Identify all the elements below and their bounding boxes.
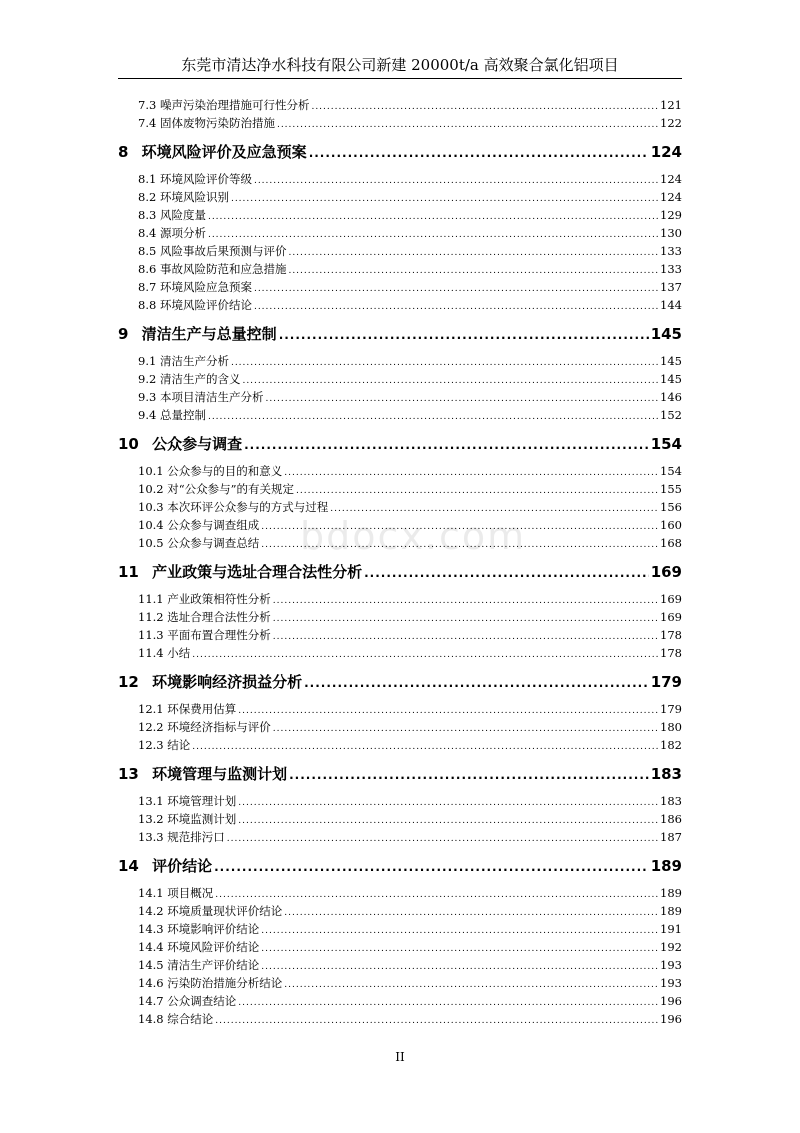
toc-entry-title: 清洁生产与总量控制 bbox=[141, 325, 277, 343]
toc-section-entry[interactable] bbox=[118, 956, 682, 974]
toc-entry-page: 152 bbox=[660, 408, 682, 422]
toc-entry-label bbox=[118, 558, 362, 586]
toc-dot-leader bbox=[244, 431, 649, 459]
toc-dot-leader bbox=[288, 244, 658, 262]
toc-entry-number: 10.1 bbox=[138, 464, 164, 478]
toc-entry-page: 179 bbox=[650, 673, 682, 691]
toc-entry-page: 146 bbox=[660, 390, 682, 404]
toc-entry-number: 9 bbox=[118, 325, 129, 343]
toc-entry-label bbox=[138, 406, 206, 424]
toc-entry-title: 环境风险评价及应急预案 bbox=[141, 143, 307, 161]
toc-entry-number: 14.5 bbox=[138, 958, 164, 972]
toc-entry-label bbox=[118, 320, 277, 348]
toc-entry-label bbox=[138, 992, 236, 1010]
toc-dot-leader bbox=[215, 1012, 658, 1030]
toc-dot-leader bbox=[231, 190, 658, 208]
toc-entry-title: 污染防治措施分析结论 bbox=[167, 976, 283, 990]
toc-entry-number: 11.3 bbox=[138, 628, 164, 642]
toc-entry-number: 8.6 bbox=[138, 262, 157, 276]
toc-entry-number: 12 bbox=[118, 673, 139, 691]
toc-entry-page: 196 bbox=[660, 994, 682, 1008]
toc-section-entry[interactable] bbox=[118, 406, 682, 424]
toc-section-entry[interactable] bbox=[118, 920, 682, 938]
toc-dot-leader bbox=[289, 761, 649, 789]
toc-entry-page: 189 bbox=[660, 886, 682, 900]
toc-dot-leader bbox=[231, 354, 658, 372]
table-of-contents bbox=[118, 96, 682, 1028]
toc-entry-page: 121 bbox=[660, 98, 682, 112]
toc-entry-title: 清洁生产的含义 bbox=[159, 372, 241, 386]
toc-section-entry[interactable] bbox=[118, 700, 682, 718]
toc-section-entry[interactable] bbox=[118, 370, 682, 388]
toc-dot-leader bbox=[277, 116, 658, 134]
toc-entry-label bbox=[138, 718, 271, 736]
toc-entry-page: 145 bbox=[660, 372, 682, 386]
toc-entry-title: 环境监测计划 bbox=[167, 812, 237, 826]
toc-entry-label bbox=[138, 902, 282, 920]
toc-entry-number: 11.1 bbox=[138, 592, 164, 606]
toc-entry-title: 环境影响评价结论 bbox=[167, 922, 260, 936]
toc-entry-title: 综合结论 bbox=[167, 1012, 214, 1026]
toc-section-entry[interactable] bbox=[118, 810, 682, 828]
toc-entry-number: 11 bbox=[118, 563, 139, 581]
toc-entry-label bbox=[138, 974, 282, 992]
toc-entry-number: 7.4 bbox=[138, 116, 157, 130]
toc-dot-leader bbox=[192, 646, 658, 664]
toc-entry-page: 187 bbox=[660, 830, 682, 844]
toc-entry-label bbox=[138, 534, 259, 552]
toc-entry-page: 137 bbox=[660, 280, 682, 294]
toc-dot-leader bbox=[364, 559, 649, 587]
toc-entry-title: 环境经济指标与评价 bbox=[167, 720, 271, 734]
toc-entry-title: 环境管理与监测计划 bbox=[152, 765, 288, 783]
toc-entry-page: 124 bbox=[650, 143, 682, 161]
toc-section-entry[interactable] bbox=[118, 206, 682, 224]
toc-dot-leader bbox=[284, 904, 658, 922]
page-header bbox=[118, 52, 682, 79]
toc-entry-label bbox=[138, 296, 252, 314]
toc-entry-label bbox=[138, 626, 271, 644]
toc-entry-title: 选址合理合法性分析 bbox=[167, 610, 271, 624]
toc-entry-label bbox=[138, 644, 190, 662]
toc-entry-page: 183 bbox=[660, 794, 682, 808]
toc-entry-number: 10.4 bbox=[138, 518, 164, 532]
toc-entry-title: 环境质量现状评价结论 bbox=[167, 904, 283, 918]
toc-entry-title: 本次环评公众参与的方式与过程 bbox=[167, 500, 329, 514]
toc-section-entry[interactable] bbox=[118, 938, 682, 956]
toc-entry-number: 8.4 bbox=[138, 226, 157, 240]
toc-entry-number: 8.7 bbox=[138, 280, 157, 294]
toc-entry-label bbox=[138, 810, 236, 828]
toc-entry-page: 193 bbox=[660, 976, 682, 990]
toc-entry-page: 193 bbox=[660, 958, 682, 972]
toc-section-entry[interactable] bbox=[118, 296, 682, 314]
toc-entry-page: 122 bbox=[660, 116, 682, 130]
toc-entry-page: 169 bbox=[660, 610, 682, 624]
toc-chapter-entry[interactable] bbox=[118, 138, 682, 166]
page-footer bbox=[0, 1050, 800, 1064]
toc-entry-page: 178 bbox=[660, 628, 682, 642]
toc-section-entry[interactable] bbox=[118, 644, 682, 662]
toc-entry-number: 9.3 bbox=[138, 390, 157, 404]
toc-entry-page: 196 bbox=[660, 1012, 682, 1026]
toc-section-entry[interactable] bbox=[118, 114, 682, 132]
toc-entry-number: 14.2 bbox=[138, 904, 164, 918]
toc-entry-page: 191 bbox=[660, 922, 682, 936]
toc-entry-label bbox=[138, 278, 252, 296]
toc-entry-title: 清洁生产评价结论 bbox=[167, 958, 260, 972]
toc-entry-label bbox=[138, 956, 259, 974]
toc-entry-number: 14.1 bbox=[138, 886, 164, 900]
toc-section-entry[interactable] bbox=[118, 260, 682, 278]
toc-dot-leader bbox=[238, 812, 658, 830]
toc-entry-number: 14.3 bbox=[138, 922, 164, 936]
toc-entry-title: 环境管理计划 bbox=[167, 794, 237, 808]
toc-entry-title: 环境风险评价结论 bbox=[167, 940, 260, 954]
toc-entry-page: 129 bbox=[660, 208, 682, 222]
toc-dot-leader bbox=[242, 372, 658, 390]
toc-section-entry[interactable] bbox=[118, 828, 682, 846]
toc-dot-leader bbox=[273, 628, 658, 646]
toc-dot-leader bbox=[284, 464, 658, 482]
toc-section-entry[interactable] bbox=[118, 188, 682, 206]
toc-entry-page: 133 bbox=[660, 262, 682, 276]
toc-chapter-entry[interactable] bbox=[118, 852, 682, 880]
toc-entry-number: 12.3 bbox=[138, 738, 164, 752]
toc-dot-leader bbox=[296, 482, 658, 500]
toc-entry-page: 124 bbox=[660, 190, 682, 204]
toc-entry-number: 8 bbox=[118, 143, 129, 161]
toc-entry-label bbox=[138, 462, 282, 480]
toc-dot-leader bbox=[261, 940, 658, 958]
toc-entry-page: 160 bbox=[660, 518, 682, 532]
toc-dot-leader bbox=[284, 976, 658, 994]
toc-entry-number: 10.5 bbox=[138, 536, 164, 550]
toc-chapter-entry[interactable] bbox=[118, 760, 682, 788]
toc-entry-label bbox=[118, 852, 212, 880]
toc-dot-leader bbox=[279, 321, 649, 349]
toc-dot-leader bbox=[265, 390, 658, 408]
toc-entry-page: 192 bbox=[660, 940, 682, 954]
toc-dot-leader bbox=[208, 408, 658, 426]
toc-chapter-entry[interactable] bbox=[118, 430, 682, 458]
toc-entry-title: 总量控制 bbox=[159, 408, 206, 422]
toc-entry-title: 环境风险评价等级 bbox=[159, 172, 252, 186]
toc-entry-page: 183 bbox=[650, 765, 682, 783]
toc-entry-page: 144 bbox=[660, 298, 682, 312]
toc-entry-title: 平面布置合理性分析 bbox=[167, 628, 271, 642]
toc-section-entry[interactable] bbox=[118, 1010, 682, 1028]
toc-entry-page: 156 bbox=[660, 500, 682, 514]
toc-entry-number: 13.1 bbox=[138, 794, 164, 808]
toc-entry-page: 169 bbox=[660, 592, 682, 606]
toc-section-entry[interactable] bbox=[118, 590, 682, 608]
toc-entry-number: 8.1 bbox=[138, 172, 157, 186]
toc-entry-page: 189 bbox=[650, 857, 682, 875]
toc-entry-page: 155 bbox=[660, 482, 682, 496]
toc-entry-number: 8.2 bbox=[138, 190, 157, 204]
toc-entry-label bbox=[138, 480, 294, 498]
toc-entry-label bbox=[138, 352, 229, 370]
toc-dot-leader bbox=[192, 738, 658, 756]
toc-entry-title: 环境影响经济损益分析 bbox=[152, 673, 303, 691]
toc-entry-page: 133 bbox=[660, 244, 682, 258]
toc-entry-label bbox=[138, 792, 236, 810]
toc-entry-label bbox=[138, 260, 286, 278]
toc-entry-page: 182 bbox=[660, 738, 682, 752]
toc-entry-number: 11.4 bbox=[138, 646, 164, 660]
toc-entry-title: 规范排污口 bbox=[167, 830, 225, 844]
toc-dot-leader bbox=[309, 139, 649, 167]
toc-entry-title: 公众参与的目的和意义 bbox=[167, 464, 283, 478]
toc-entry-title: 环境风险评价结论 bbox=[159, 298, 252, 312]
toc-entry-label bbox=[138, 242, 286, 260]
toc-section-entry[interactable] bbox=[118, 974, 682, 992]
toc-entry-label bbox=[138, 700, 236, 718]
toc-dot-leader bbox=[254, 298, 658, 316]
toc-entry-page: 169 bbox=[650, 563, 682, 581]
toc-entry-number: 7.3 bbox=[138, 98, 157, 112]
toc-dot-leader bbox=[254, 280, 658, 298]
toc-entry-title: 源项分析 bbox=[159, 226, 206, 240]
toc-entry-title: 公众参与调查 bbox=[152, 435, 243, 453]
toc-chapter-entry[interactable] bbox=[118, 320, 682, 348]
toc-entry-number: 14.7 bbox=[138, 994, 164, 1008]
toc-entry-page: 168 bbox=[660, 536, 682, 550]
toc-entry-title: 风险事故后果预测与评价 bbox=[159, 244, 287, 258]
toc-entry-label bbox=[138, 608, 271, 626]
toc-entry-number: 14.6 bbox=[138, 976, 164, 990]
toc-entry-title: 噪声污染治理措施可行性分析 bbox=[159, 98, 310, 112]
toc-entry-title: 本项目清洁生产分析 bbox=[159, 390, 264, 404]
toc-entry-label bbox=[138, 884, 213, 902]
toc-entry-number: 12.2 bbox=[138, 720, 164, 734]
toc-entry-number: 9.2 bbox=[138, 372, 157, 386]
toc-entry-number: 10.3 bbox=[138, 500, 164, 514]
toc-entry-number: 14.4 bbox=[138, 940, 164, 954]
toc-entry-title: 产业政策相符性分析 bbox=[167, 592, 271, 606]
toc-section-entry[interactable] bbox=[118, 608, 682, 626]
toc-dot-leader bbox=[254, 172, 658, 190]
toc-dot-leader bbox=[273, 720, 658, 738]
toc-section-entry[interactable] bbox=[118, 718, 682, 736]
toc-entry-number: 8.8 bbox=[138, 298, 157, 312]
toc-entry-page: 179 bbox=[660, 702, 682, 716]
toc-section-entry[interactable] bbox=[118, 626, 682, 644]
toc-entry-number: 10.2 bbox=[138, 482, 164, 496]
toc-entry-title: 环境风险应急预案 bbox=[159, 280, 252, 294]
toc-entry-label bbox=[138, 114, 275, 132]
toc-entry-title: 小结 bbox=[167, 646, 191, 660]
toc-dot-leader bbox=[214, 853, 649, 881]
toc-chapter-entry[interactable] bbox=[118, 558, 682, 586]
toc-entry-page: 130 bbox=[660, 226, 682, 240]
page-number: II bbox=[395, 1050, 405, 1064]
toc-entry-number: 8.3 bbox=[138, 208, 157, 222]
toc-entry-label bbox=[118, 430, 242, 458]
toc-entry-number: 9.1 bbox=[138, 354, 157, 368]
toc-entry-label bbox=[138, 920, 259, 938]
toc-section-entry[interactable] bbox=[118, 480, 682, 498]
toc-dot-leader bbox=[238, 702, 658, 720]
toc-section-entry[interactable] bbox=[118, 224, 682, 242]
toc-section-entry[interactable] bbox=[118, 792, 682, 810]
toc-entry-number: 14 bbox=[118, 857, 139, 875]
toc-dot-leader bbox=[238, 794, 658, 812]
toc-entry-title: 环境风险识别 bbox=[159, 190, 229, 204]
toc-entry-label bbox=[118, 760, 287, 788]
toc-entry-title: 清洁生产分析 bbox=[159, 354, 229, 368]
toc-entry-label bbox=[138, 96, 309, 114]
toc-entry-label bbox=[138, 736, 190, 754]
toc-entry-page: 178 bbox=[660, 646, 682, 660]
toc-section-entry[interactable] bbox=[118, 462, 682, 480]
toc-entry-label bbox=[138, 1010, 213, 1028]
toc-section-entry[interactable] bbox=[118, 902, 682, 920]
toc-entry-label bbox=[138, 170, 252, 188]
watermark: bdocx.com bbox=[300, 514, 527, 558]
toc-entry-page: 154 bbox=[650, 435, 682, 453]
toc-section-entry[interactable] bbox=[118, 992, 682, 1010]
toc-entry-title: 风险度量 bbox=[159, 208, 206, 222]
toc-dot-leader bbox=[273, 610, 658, 628]
toc-entry-label bbox=[138, 188, 229, 206]
toc-entry-number: 13.3 bbox=[138, 830, 164, 844]
toc-entry-page: 189 bbox=[660, 904, 682, 918]
toc-entry-number: 9.4 bbox=[138, 408, 157, 422]
toc-dot-leader bbox=[261, 922, 658, 940]
toc-entry-title: 固体废物污染防治措施 bbox=[159, 116, 275, 130]
toc-entry-label bbox=[138, 370, 240, 388]
toc-entry-title: 事故风险防范和应急措施 bbox=[159, 262, 287, 276]
toc-entry-label bbox=[138, 206, 206, 224]
toc-entry-number: 11.2 bbox=[138, 610, 164, 624]
toc-section-entry[interactable] bbox=[118, 170, 682, 188]
toc-dot-leader bbox=[311, 98, 658, 116]
toc-entry-title: 结论 bbox=[167, 738, 191, 752]
toc-entry-title: 环保费用估算 bbox=[167, 702, 237, 716]
toc-entry-label bbox=[138, 516, 259, 534]
toc-entry-number: 13 bbox=[118, 765, 139, 783]
toc-entry-page: 180 bbox=[660, 720, 682, 734]
toc-entry-label bbox=[118, 138, 307, 166]
toc-dot-leader bbox=[304, 669, 649, 697]
toc-dot-leader bbox=[238, 994, 658, 1012]
toc-dot-leader bbox=[208, 208, 658, 226]
toc-section-entry[interactable] bbox=[118, 884, 682, 902]
toc-entry-page: 154 bbox=[660, 464, 682, 478]
toc-entry-title: 项目概况 bbox=[167, 886, 214, 900]
toc-section-entry[interactable] bbox=[118, 242, 682, 260]
toc-entry-number: 14.8 bbox=[138, 1012, 164, 1026]
toc-entry-label bbox=[138, 388, 263, 406]
toc-section-entry[interactable] bbox=[118, 352, 682, 370]
toc-dot-leader bbox=[227, 830, 658, 848]
toc-entry-title: 评价结论 bbox=[152, 857, 213, 875]
toc-section-entry[interactable] bbox=[118, 736, 682, 754]
toc-entry-page: 186 bbox=[660, 812, 682, 826]
toc-entry-label bbox=[138, 828, 225, 846]
document-title: 东莞市清达净水科技有限公司新建 20000t/a 高效聚合氯化铝项目 bbox=[181, 56, 619, 74]
toc-entry-page: 145 bbox=[660, 354, 682, 368]
toc-section-entry[interactable] bbox=[118, 96, 682, 114]
toc-entry-number: 8.5 bbox=[138, 244, 157, 258]
toc-entry-page: 145 bbox=[650, 325, 682, 343]
toc-section-entry[interactable] bbox=[118, 278, 682, 296]
toc-entry-label bbox=[138, 938, 259, 956]
toc-dot-leader bbox=[261, 958, 658, 976]
toc-entry-label bbox=[138, 590, 271, 608]
toc-entry-number: 13.2 bbox=[138, 812, 164, 826]
toc-entry-label bbox=[118, 668, 302, 696]
toc-entry-page: 124 bbox=[660, 172, 682, 186]
toc-entry-title: 公众调查结论 bbox=[167, 994, 237, 1008]
toc-entry-number: 10 bbox=[118, 435, 139, 453]
toc-entry-number: 12.1 bbox=[138, 702, 164, 716]
toc-entry-title: 公众参与调查总结 bbox=[167, 536, 260, 550]
toc-dot-leader bbox=[288, 262, 658, 280]
toc-section-entry[interactable] bbox=[118, 388, 682, 406]
toc-entry-title: 对“公众参与”的有关规定 bbox=[167, 482, 295, 496]
toc-entry-label bbox=[138, 224, 206, 242]
toc-chapter-entry[interactable] bbox=[118, 668, 682, 696]
toc-entry-title: 公众参与调查组成 bbox=[167, 518, 260, 532]
toc-entry-title: 产业政策与选址合理合法性分析 bbox=[152, 563, 363, 581]
toc-dot-leader bbox=[273, 592, 658, 610]
